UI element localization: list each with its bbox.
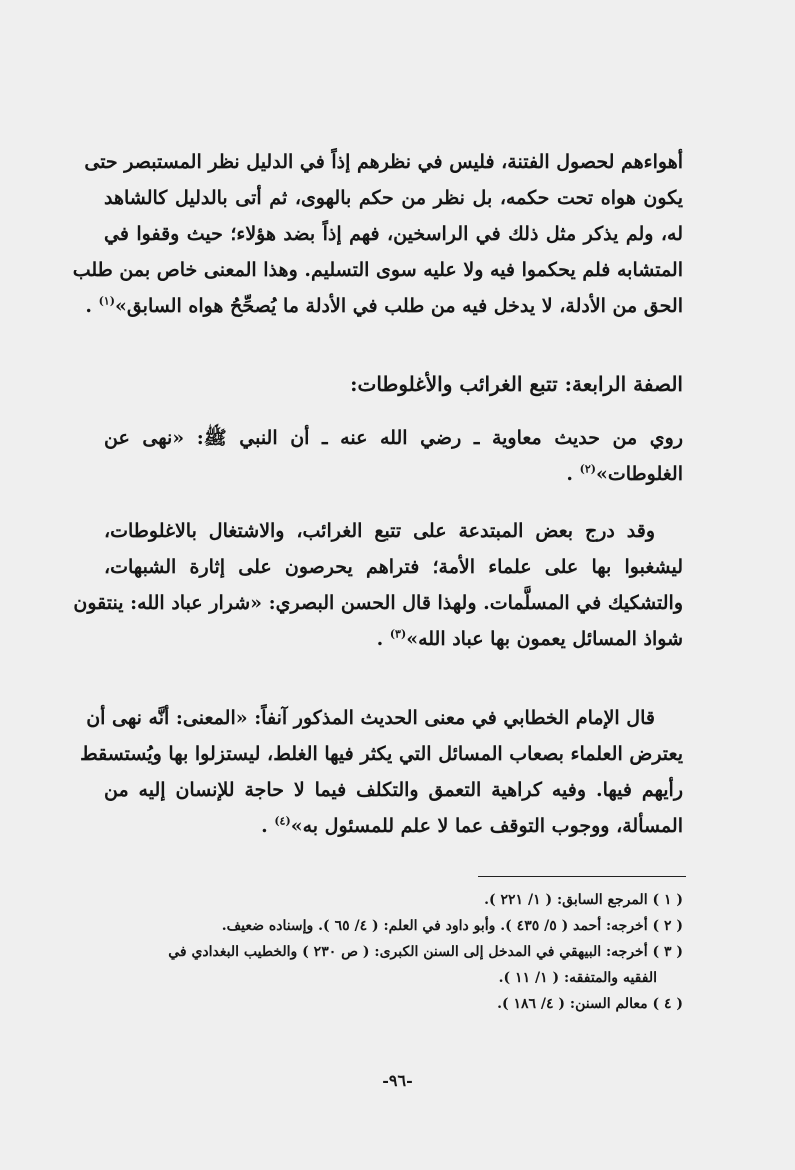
text-line: رأيهم فيها. وفيه كراهية التعمق والتكلف فيما لا حاجة للإنسان إليه من (104, 779, 683, 801)
text-line: قال الإمام الخطابي في معنى الحديث المذكور آنفاً: «المعنى: أنَّه نهى أن (86, 707, 655, 729)
text-line: الحق من الأدلة، لا يدخل فيه من طلب في الأدلة ما يُصحِّحُ هواه السابق»$^{(١)}$ . (85, 294, 683, 317)
paragraph-4 (80, 700, 683, 844)
footnote-3: ( ٣ ) أخرجه: البيهقي في المدخل إلى السنن الكبرى: ( ص ٢٣٠ ) والخطيب البغدادي في (168, 944, 683, 960)
text-line: يعترض العلماء بصعاب المسائل التي يكثر فيها الغلط، ليستزلوا بها ويُستسقط (80, 743, 683, 765)
text-line: ليشغبوا بها على علماء الأمة؛ فتراهم يحرصون على إثارة الشبهات، (104, 556, 683, 578)
text-line: المتشابه فلم يحكموا فيه ولا عليه سوى التسليم. وهذا المعنى خاص بمن طلب (72, 259, 683, 281)
text-line: أهواءهم لحصول الفتنة، فليس في نظرهم إذاً في الدليل نظر المستبصر حتى (84, 151, 683, 173)
section-heading-block (104, 366, 683, 402)
text-line: الغلوطات»$^{(٢)}$ . (566, 462, 683, 485)
text-line: روي من حديث معاوية ـ رضي الله عنه ـ أن النبي ﷺ: «نهى عن (104, 427, 683, 449)
footnote-3-continued: الفقيه والمتفقه: ( ١/ ١١ ). (498, 970, 657, 986)
footnotes (104, 887, 683, 1017)
text-line: المسألة، ووجوب التوقف عما لا علم للمسئول به»$^{(٤)}$ . (261, 814, 683, 837)
paragraph-3 (73, 513, 683, 657)
footnote-2: ( ٢ ) أخرجه: أحمد ( ٥/ ٤٣٥ ). وأبو داود في العلم: ( ٤/ ٦٥ ). وإسناده ضعيف. (221, 918, 683, 934)
paragraph-1 (72, 144, 683, 324)
footnote-divider (478, 876, 686, 877)
paragraph-2 (104, 420, 683, 492)
text-line: والتشكيك في المسلَّمات. ولهذا قال الحسن البصري: «شرار عباد الله: ينتقون (73, 592, 683, 614)
footnote-ref: (٤) (274, 814, 291, 828)
footnote-ref: (١) (98, 294, 115, 308)
text-line: له، ولم يذكر مثل ذلك في الراسخين، فهم إذاً بضد هؤلاء؛ حيث وقفوا في (104, 223, 683, 245)
text-line: شواذ المسائل يعمون بها عباد الله»$^{(٣)}$ . (376, 627, 683, 650)
footnote-4: ( ٤ ) معالم السنن: ( ٤/ ١٨٦ ). (497, 996, 683, 1012)
footnote-1: ( ١ ) المرجع السابق: ( ١/ ٢٢١ ). (484, 892, 683, 908)
footnote-ref: (٣) (389, 627, 407, 641)
section-heading: الصفة الرابعة: تتبع الغرائب والأغلوطات: (350, 372, 683, 396)
text-line: يكون هواه تحت حكمه، بل نظر من حكم بالهوى، ثم أتى بالدليل كالشاهد (104, 187, 683, 209)
footnote-ref: (٢) (579, 462, 596, 476)
page-number: -٩٦- (382, 1071, 413, 1090)
text-line: وقد درج بعض المبتدعة على تتبع الغرائب، والاشتغال بالاغلوطات، (104, 520, 655, 542)
